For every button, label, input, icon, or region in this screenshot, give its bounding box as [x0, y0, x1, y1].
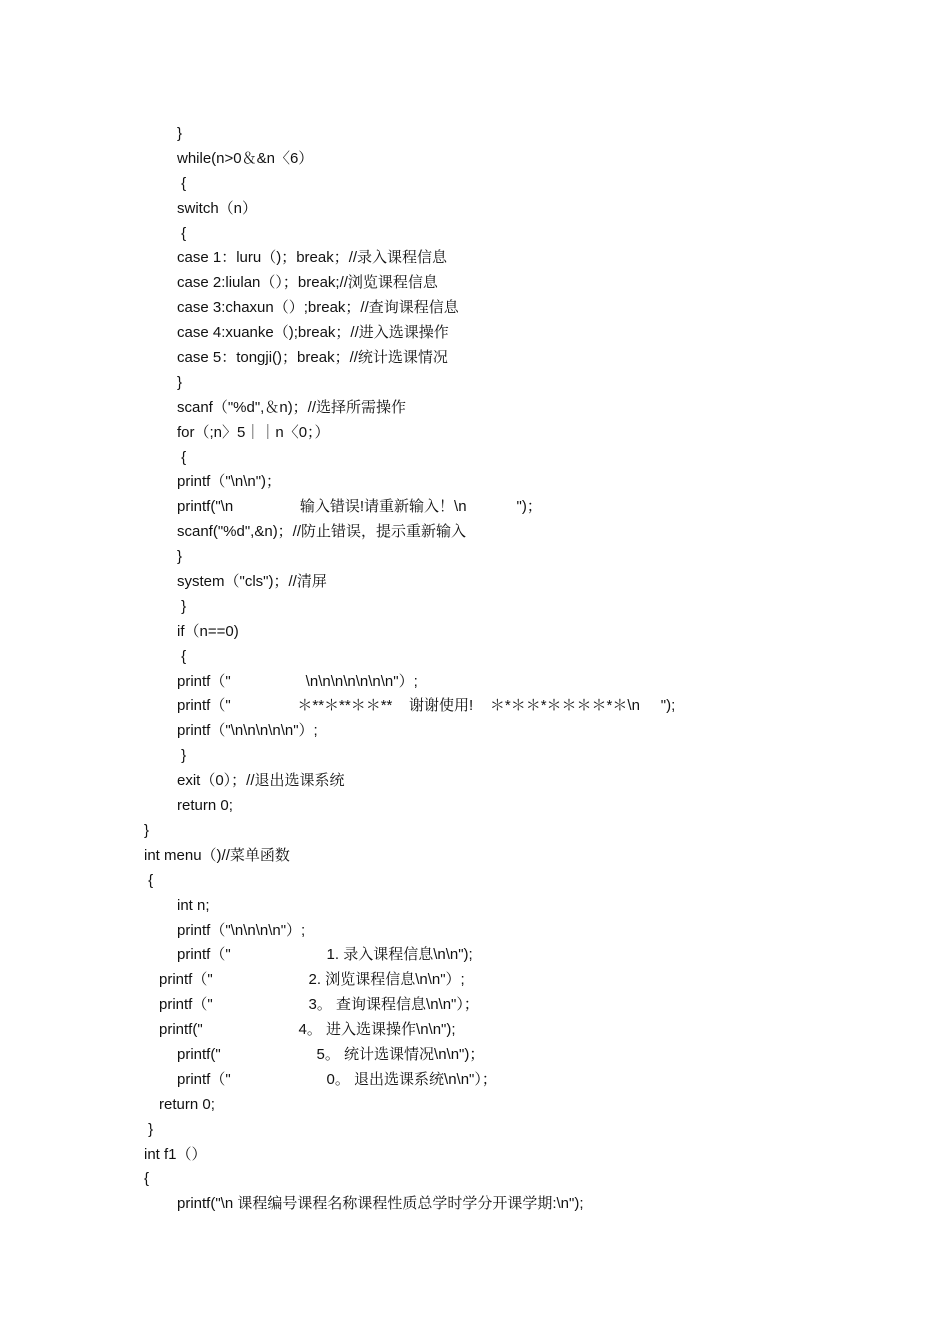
code-line: int n;: [177, 896, 210, 914]
code-line: }: [177, 747, 187, 765]
code-line: printf（" \n\n\n\n\n\n\n"）;: [177, 672, 418, 690]
code-line: {: [144, 871, 154, 889]
code-line: int f1（）: [144, 1145, 207, 1163]
code-line: printf(" 4。 进入选课操作\n\n");: [159, 1021, 456, 1039]
code-line: for（;n〉5｜｜n〈0；）: [177, 423, 330, 441]
code-line: {: [177, 224, 187, 242]
code-line: printf（"\n\n\n\n"）;: [177, 921, 306, 939]
code-line: exit（0）；//退出选课系统: [177, 772, 345, 790]
code-line: if（n==0): [177, 622, 239, 640]
code-line: printf（" 2. 浏览课程信息\n\n"）;: [159, 971, 465, 989]
code-line: while(n>0＆&n〈6）: [177, 149, 314, 167]
code-line: {: [177, 174, 187, 192]
code-line: printf（" 3。 查询课程信息\n\n"）；: [159, 996, 479, 1014]
code-line: printf（"\n\n\n\n\n"）;: [177, 722, 318, 740]
code-line: system（"cls")；//清屏: [177, 573, 327, 591]
code-line: {: [177, 647, 187, 665]
code-line: switch（n）: [177, 199, 258, 217]
code-line: scanf（"%d",＆n)；//选择所需操作: [177, 398, 407, 416]
code-line: }: [177, 548, 183, 566]
code-line: }: [144, 1120, 154, 1138]
code-line: int menu（)//菜单函数: [144, 846, 290, 864]
code-line: printf（" 1. 录入课程信息\n\n");: [177, 946, 473, 964]
code-line: {: [177, 448, 187, 466]
code-line: scanf("%d",&n)；//防止错误，提示重新输入: [177, 523, 467, 541]
code-line: printf（" 0。 退出选课系统\n\n"）；: [177, 1070, 497, 1088]
code-line: case 5：tongji()；break；//统计选课情况: [177, 349, 448, 367]
code-line: case 4:xuanke（);break；//进入选课操作: [177, 324, 449, 342]
code-line: printf（"\n\n")；: [177, 473, 282, 491]
code-line: }: [177, 597, 187, 615]
code-line: case 1：luru（)；break；//录入课程信息: [177, 249, 448, 267]
code-line: printf("\n 课程编号课程名称课程性质总学时学分开课学期:\n");: [177, 1195, 584, 1213]
code-line: }: [177, 125, 183, 142]
code-line: }: [144, 821, 150, 839]
code-line: printf("\n 输入错误!请重新输入！\n ")；: [177, 498, 542, 516]
code-line: return 0;: [159, 1095, 215, 1113]
code-line: case 3:chaxun（）;break；//查询课程信息: [177, 299, 459, 317]
code-line: case 2:liulan（）；break;//浏览课程信息: [177, 274, 438, 292]
code-line: return 0;: [177, 797, 233, 815]
code-line: printf(" 5。 统计选课情况\n\n")；: [177, 1045, 485, 1063]
code-listing: [0, 122, 950, 1217]
code-line: }: [177, 373, 183, 391]
code-line: {: [144, 1170, 150, 1188]
code-line: printf（" ＊**＊**＊＊** 谢谢使用! ＊*＊＊*＊＊＊＊*＊\n ");: [177, 697, 676, 715]
